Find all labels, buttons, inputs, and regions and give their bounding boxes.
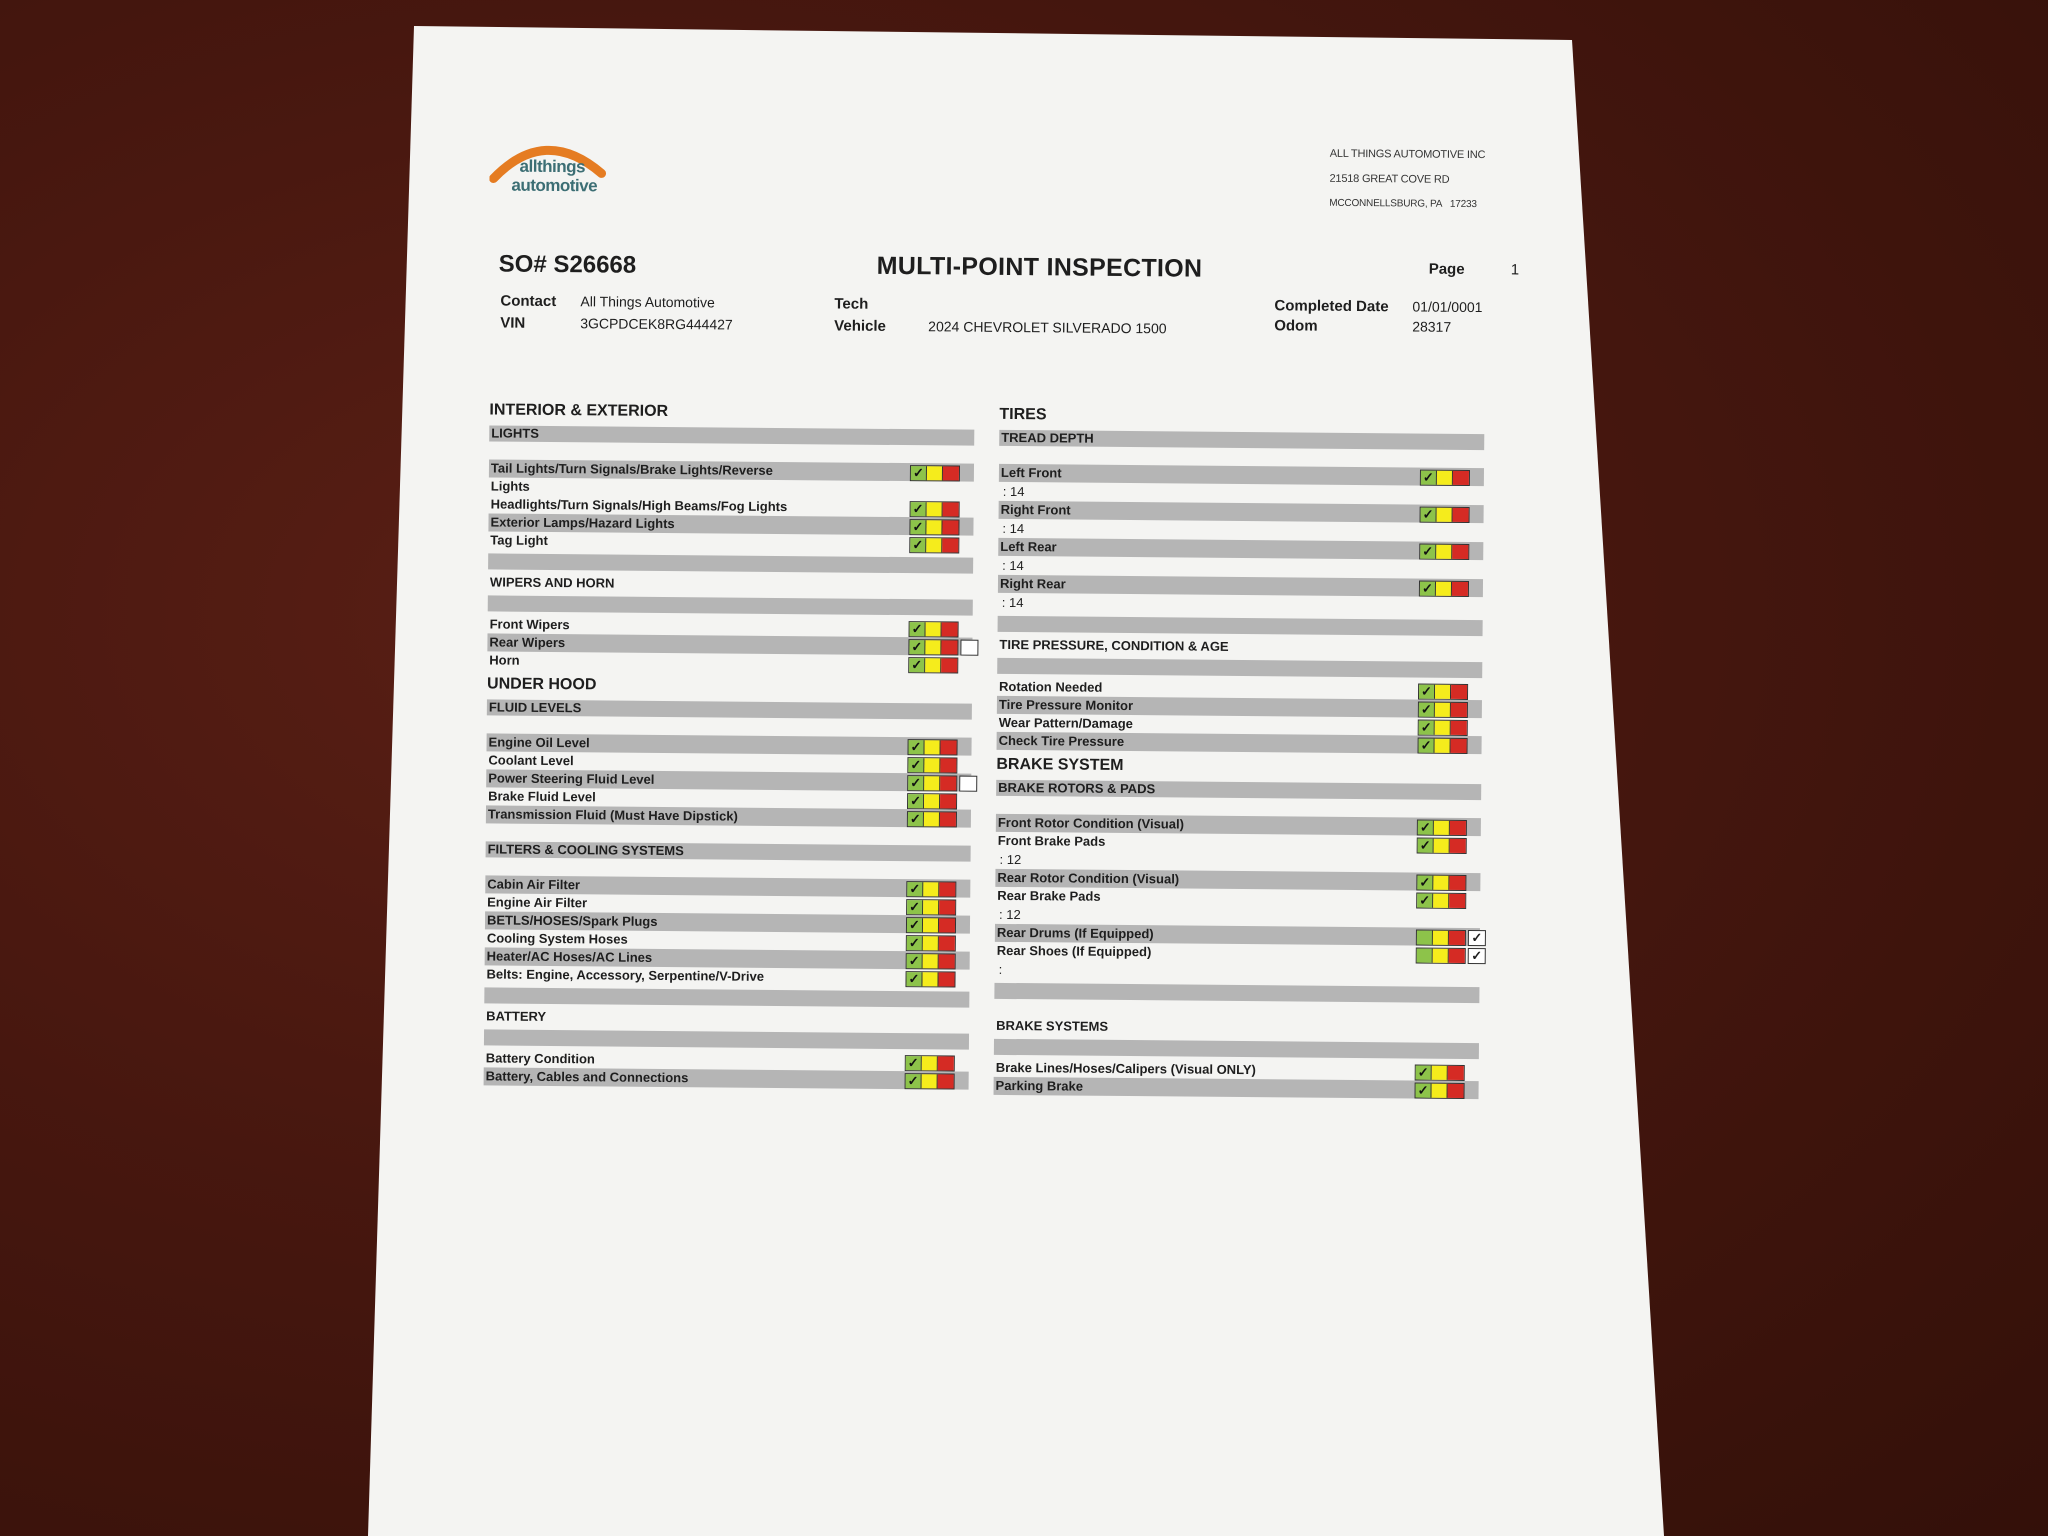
completed-date-label: Completed Date [1274,297,1389,316]
check-icon: ✓ [1421,508,1437,522]
item-engine-air-filter: Engine Air Filter ✓ [485,893,970,915]
section-tires: TIRES [999,405,1047,424]
check-icon: ✓ [906,1074,922,1088]
check-icon: ✓ [1417,894,1433,908]
bar-rotors-pads: BRAKE ROTORS & PADS [996,780,1481,800]
tread-reading: : 14 [1002,520,1025,537]
contact-label: Contact [500,292,557,311]
status-lights [1416,875,1466,891]
completed-date-value: 01/01/0001 [1412,298,1483,316]
status-lights [907,793,957,809]
bar-blank [998,616,1483,636]
status-lights [907,739,957,755]
status-lights [1417,820,1467,836]
check-icon: ✓ [906,1056,922,1070]
status-lights [1415,1065,1465,1081]
status-lights [910,465,960,481]
check-icon: ✓ [1419,703,1435,717]
item-brake-fluid: Brake Fluid Level ✓ [486,787,971,809]
check-icon: ✓ [1418,839,1434,853]
odom-value: 28317 [1412,318,1452,335]
check-icon: ✓ [1468,930,1486,946]
bar-blank [488,553,973,573]
check-icon: ✓ [1419,739,1435,753]
item-tire-pressure-monitor: Tire Pressure Monitor ✓ [997,696,1482,718]
status-lights [1418,720,1468,736]
check-icon: ✓ [911,502,927,516]
status-lights [908,657,958,673]
section-under-hood: UNDER HOOD [487,675,597,694]
check-icon: ✓ [909,640,925,654]
logo-text-line1: allthings [519,156,586,177]
item-right-front: Right Front ✓ [999,501,1484,523]
check-icon: ✓ [1421,471,1437,485]
check-icon: ✓ [1420,545,1436,559]
status-lights [1414,1083,1464,1099]
check-icon: ✓ [910,520,926,534]
item-rear-shoes: Rear Shoes (If Equipped) ✓ [995,942,1480,964]
bar-blank [484,987,969,1007]
item-battery-cables: Battery, Cables and Connections ✓ [484,1067,969,1089]
check-icon: ✓ [911,466,927,480]
status-lights [906,953,956,969]
status-lights [1420,470,1470,486]
vehicle-label: Vehicle [834,317,886,335]
status-lights [907,775,957,791]
status-lights [906,899,956,915]
bar-blank [994,983,1479,1003]
item-tag-light: Tag Light ✓ [488,531,973,553]
extra-box [960,640,978,656]
bar-blank [994,1039,1479,1059]
item-brake-lines: Brake Lines/Hoses/Calipers (Visual ONLY) ✓ [994,1059,1479,1081]
item-tail-lights-cont: Lights [490,478,530,494]
item-tail-lights: Tail Lights/Turn Signals/Brake Lights/Reverse ✓ [489,459,974,481]
tread-reading: : 14 [1001,594,1024,611]
check-icon: ✓ [907,882,923,896]
item-front-rotor: Front Rotor Condition (Visual) ✓ [996,814,1481,836]
check-icon: ✓ [908,794,924,808]
check-icon: ✓ [907,900,923,914]
status-lights [1419,544,1469,560]
tread-reading: : 14 [1002,557,1024,574]
bar-tread-depth: TREAD DEPTH [999,430,1484,450]
extra-box [959,776,977,792]
check-icon: ✓ [908,758,924,772]
item-exterior-lamps: Exterior Lamps/Hazard Lights ✓ [488,513,973,535]
item-belts-hoses-plugs: BETLS/HOSES/Spark Plugs ✓ [485,911,970,933]
item-cooling-hoses: Cooling System Hoses ✓ [485,929,970,951]
pads-reading: : 12 [999,906,1021,923]
status-lights [1416,948,1466,964]
check-icon: ✓ [1419,685,1435,699]
item-front-wipers: Front Wipers ✓ [488,615,973,637]
status-lights [910,501,960,517]
status-lights [906,917,956,933]
right-column [994,400,1485,1099]
check-icon: ✓ [910,622,926,636]
status-lights [1420,507,1470,523]
item-rear-rotor: Rear Rotor Condition (Visual) ✓ [995,869,1480,891]
item-heater-ac-hoses: Heater/AC Hoses/AC Lines ✓ [485,947,970,969]
empty-reading: : [998,961,1003,977]
check-icon: ✓ [1417,876,1433,890]
check-icon: ✓ [907,954,923,968]
vin-label: VIN [500,314,526,332]
bar-blank [997,658,1482,678]
check-icon: ✓ [1416,1084,1432,1098]
bar-filters-cooling: FILTERS & COOLING SYSTEMS [486,841,971,861]
status-lights [1417,838,1467,854]
status-lights [1418,684,1468,700]
item-battery-condition: Battery Condition ✓ [484,1049,969,1071]
status-lights [905,971,955,987]
tech-label: Tech [834,295,869,313]
item-rotation-needed: Rotation Needed ✓ [997,678,1482,700]
contact-value: All Things Automotive [580,293,715,311]
company-city: MCCONNELLSBURG, PA 17233 [1329,197,1477,211]
status-lights [905,1055,955,1071]
item-engine-oil: Engine Oil Level ✓ [486,733,971,755]
item-rear-brake-pads: Rear Brake Pads ✓ [995,887,1480,909]
check-icon: ✓ [1420,582,1436,596]
item-cabin-air-filter: Cabin Air Filter ✓ [485,875,970,897]
subsection-tire-pressure: TIRE PRESSURE, CONDITION & AGE [999,636,1229,654]
subsection-brake-systems: BRAKE SYSTEMS [996,1017,1109,1034]
inspection-document [431,120,1560,1210]
check-icon: ✓ [1419,721,1435,735]
status-lights [907,757,957,773]
item-rear-drums: Rear Drums (If Equipped) ✓ [995,924,1480,946]
item-left-front: Left Front ✓ [999,464,1484,486]
check-icon: ✓ [908,740,924,754]
vehicle-value: 2024 CHEVROLET SILVERADO 1500 [928,318,1167,337]
item-left-rear: Left Rear ✓ [998,538,1483,560]
item-front-brake-pads: Front Brake Pads ✓ [996,832,1481,854]
status-lights [909,519,959,535]
section-brake-system: BRAKE SYSTEM [996,755,1124,774]
status-lights [909,537,959,553]
status-lights [1419,581,1469,597]
item-belts-engine: Belts: Engine, Accessory, Serpentine/V-Drive ✓ [484,965,969,987]
logo-text-line2: automotive [511,175,598,196]
left-column [484,395,975,1089]
status-lights [909,621,959,637]
page-title: MULTI-POINT INSPECTION [876,251,1203,283]
status-lights [906,881,956,897]
check-icon: ✓ [908,812,924,826]
check-icon: ✓ [908,776,924,790]
item-right-rear: Right Rear ✓ [998,575,1483,597]
bar-lights: LIGHTS [489,425,974,445]
check-icon: ✓ [907,918,923,932]
status-lights [1418,702,1468,718]
item-wear-pattern: Wear Pattern/Damage ✓ [997,714,1482,736]
vin-value: 3GCPDCEK8RG444427 [580,315,733,333]
company-street: 21518 GREAT COVE RD [1329,172,1450,186]
page-number: 1 [1510,261,1520,279]
status-lights [1416,893,1466,909]
check-icon: ✓ [1418,821,1434,835]
tread-reading: : 14 [1002,483,1025,500]
section-interior-exterior: INTERIOR & EXTERIOR [489,401,669,421]
status-lights [906,935,956,951]
status-lights [1416,930,1466,946]
check-icon: ✓ [1468,948,1486,964]
item-parking-brake: Parking Brake ✓ [994,1077,1479,1099]
status-lights [908,639,958,655]
bar-fluid-levels: FLUID LEVELS [487,699,972,719]
status-lights [1418,738,1468,754]
item-coolant: Coolant Level ✓ [486,751,971,773]
bar-blank [488,595,973,615]
check-icon: ✓ [906,972,922,986]
item-headlights: Headlights/Turn Signals/High Beams/Fog Lights ✓ [489,495,974,517]
subsection-battery: BATTERY [486,1008,547,1024]
check-icon: ✓ [1416,1066,1432,1080]
check-icon: ✓ [910,538,926,552]
item-horn: Horn ✓ [487,651,972,673]
company-name: ALL THINGS AUTOMOTIVE INC [1329,147,1486,162]
item-check-tire-pressure: Check Tire Pressure ✓ [997,732,1482,754]
service-order-number: SO# S26668 [498,250,637,279]
status-lights [905,1073,955,1089]
check-icon: ✓ [909,658,925,672]
odom-label: Odom [1274,317,1318,335]
page-label: Page [1428,260,1465,278]
item-transmission-fluid: Transmission Fluid (Must Have Dipstick) ✓ [486,805,971,827]
status-lights [907,811,957,827]
item-rear-wipers: Rear Wipers ✓ [487,633,972,655]
item-power-steering: Power Steering Fluid Level ✓ [486,769,971,791]
pads-reading: : 12 [999,851,1022,868]
subsection-wipers-horn: WIPERS AND HORN [489,574,615,591]
check-icon: ✓ [907,936,923,950]
bar-blank [484,1029,969,1049]
